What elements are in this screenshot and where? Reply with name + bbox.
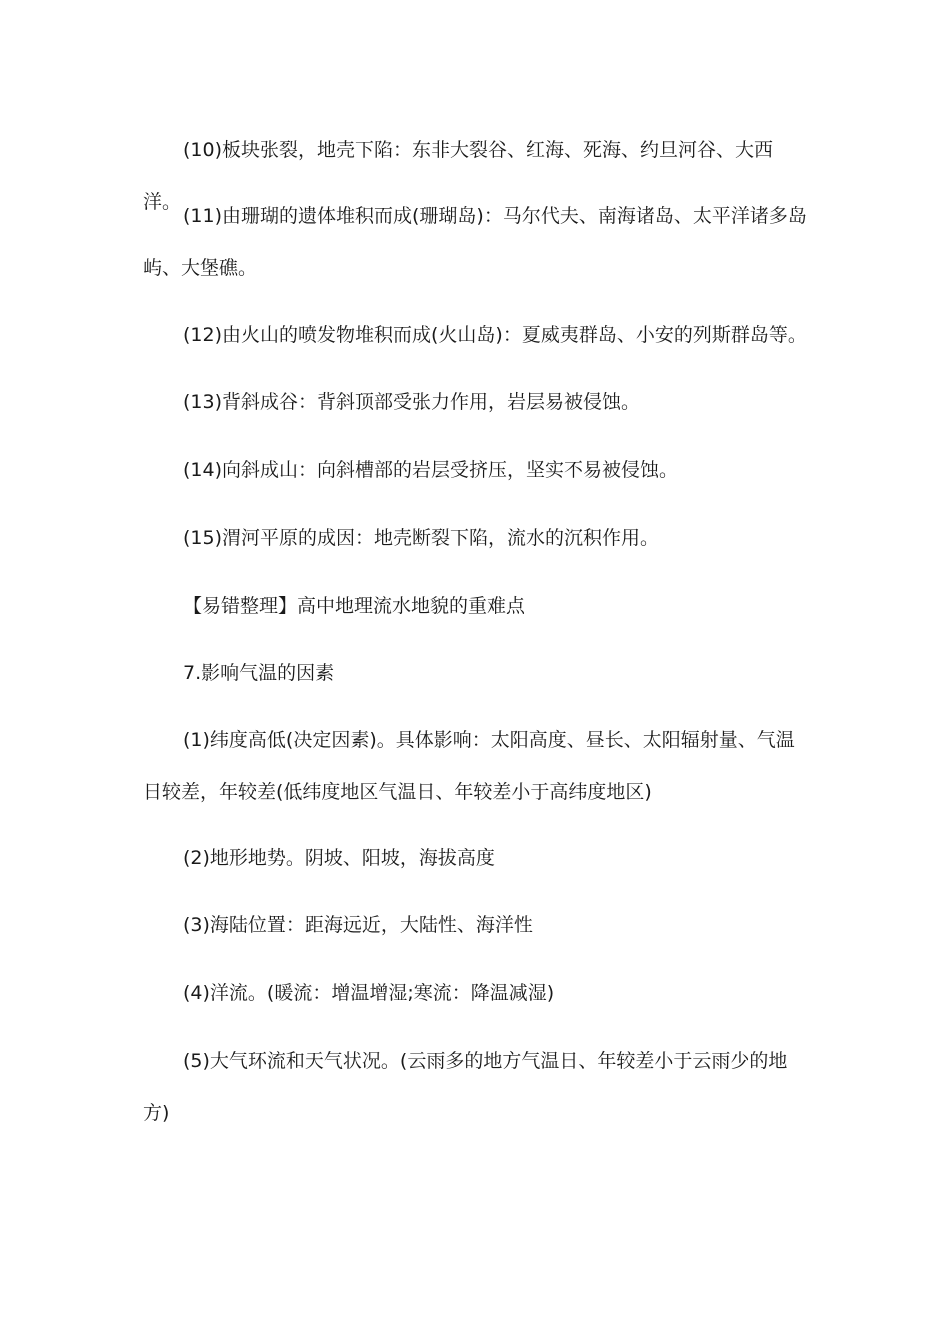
paragraph-item-11: (11)由珊瑚的遗体堆积而成(珊瑚岛)：马尔代夫、南海诸岛、太平洋诸多岛屿、大堡礁。 <box>143 205 807 279</box>
paragraph-item-14: (14)向斜成山：向斜槽部的岩层受挤压，坚实不易被侵蚀。 <box>183 459 679 481</box>
factor-item-5: (5)大气环流和天气状况。(云雨多的地方气温日、年较差小于云雨少的地方) <box>143 1050 788 1124</box>
paragraph-item-10: (10)板块张裂，地壳下陷：东非大裂谷、红海、死海、约旦河谷、大西洋。 <box>143 139 774 213</box>
paragraph-item-13: (13)背斜成谷：背斜顶部受张力作用，岩层易被侵蚀。 <box>183 391 641 413</box>
factor-item-4: (4)洋流。(暖流：增温增湿;寒流：降温减湿) <box>183 982 555 1004</box>
factor-item-3: (3)海陆位置：距海远近，大陆性、海洋性 <box>183 914 533 936</box>
section-heading-error-summary: 【易错整理】高中地理流水地貌的重难点 <box>183 595 526 617</box>
section-heading-temperature-factors: 7.影响气温的因素 <box>183 662 335 684</box>
factor-item-2: (2)地形地势。阴坡、阳坡，海拔高度 <box>183 847 495 869</box>
paragraph-item-15: (15)渭河平原的成因：地壳断裂下陷，流水的沉积作用。 <box>183 527 660 549</box>
factor-item-1: (1)纬度高低(决定因素)。具体影响：太阳高度、昼长、太阳辐射量、气温日较差，年较差(低纬度地区气温日、年较差小于高纬度地区) <box>143 729 795 803</box>
paragraph-item-12: (12)由火山的喷发物堆积而成(火山岛)：夏威夷群岛、小安的列斯群岛等。 <box>183 324 807 346</box>
